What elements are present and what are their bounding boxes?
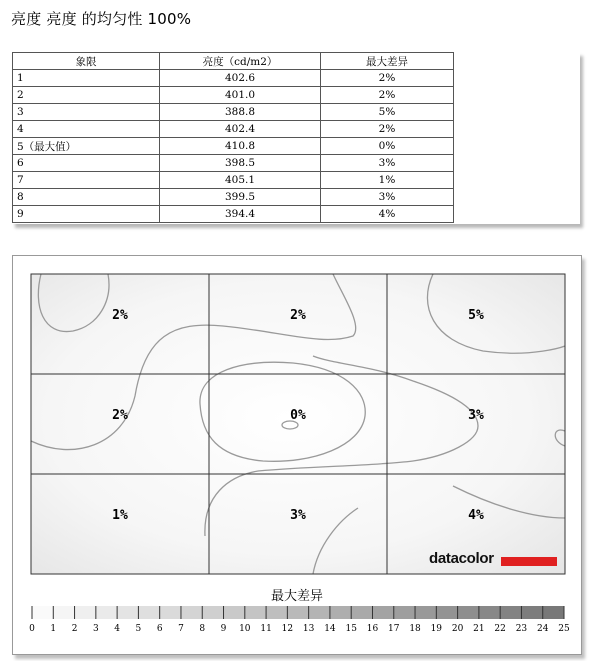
zone-cell: 7 — [13, 172, 160, 189]
table-panel — [12, 52, 580, 224]
legend-swatch-23 — [521, 606, 542, 619]
legend-swatch-13 — [309, 606, 330, 619]
legend-tick-label-7: 7 — [178, 624, 184, 634]
legend-tick-label-18: 18 — [409, 624, 421, 634]
header-max-deviation: 最大差异 — [321, 53, 454, 70]
legend-tick-label-22: 22 — [494, 624, 506, 634]
table-side-area — [455, 52, 580, 224]
deviation-cell: 4% — [321, 206, 454, 223]
header-zone: 象限 — [13, 53, 160, 70]
legend-swatch-22 — [500, 606, 521, 619]
luminance-cell: 388.8 — [160, 104, 321, 121]
zone-label-7: 1% — [112, 508, 128, 523]
table-row — [13, 70, 454, 87]
legend-tick-label-24: 24 — [536, 624, 549, 634]
table-row — [13, 206, 454, 223]
legend-scale — [29, 606, 570, 634]
legend-swatch-19 — [436, 606, 457, 619]
table-row — [13, 189, 454, 206]
luminance-cell: 402.6 — [160, 70, 321, 87]
legend-tick-label-19: 19 — [430, 624, 443, 634]
table-row — [13, 138, 454, 155]
table-row — [13, 155, 454, 172]
table-row — [13, 121, 454, 138]
deviation-cell: 2% — [321, 87, 454, 104]
zone-label-5: 0% — [290, 408, 306, 423]
legend-swatch-9 — [224, 606, 245, 619]
luminance-cell: 399.5 — [160, 189, 321, 206]
legend-swatch-11 — [266, 606, 287, 619]
legend-swatch-7 — [181, 606, 202, 619]
zone-label-1: 2% — [112, 308, 128, 323]
zone-cell: 4 — [13, 121, 160, 138]
header-luminance: 亮度（cd/m2） — [160, 53, 321, 70]
legend-tick-label-25: 25 — [558, 624, 570, 634]
zone-cell: 8 — [13, 189, 160, 206]
luminance-cell: 401.0 — [160, 87, 321, 104]
deviation-cell: 5% — [321, 104, 454, 121]
zone-label-6: 3% — [468, 408, 484, 423]
legend-swatch-18 — [415, 606, 436, 619]
luminance-cell: 402.4 — [160, 121, 321, 138]
deviation-cell: 3% — [321, 155, 454, 172]
legend-tick-label-10: 10 — [239, 624, 251, 634]
deviation-cell: 2% — [321, 121, 454, 138]
plot-area — [31, 274, 565, 574]
legend-tick-label-6: 6 — [156, 624, 163, 634]
legend-swatch-6 — [160, 606, 181, 619]
legend-swatch-17 — [394, 606, 415, 619]
zone-label-9: 4% — [468, 508, 484, 523]
legend-swatch-10 — [245, 606, 266, 619]
legend-tick-label-0: 0 — [29, 624, 35, 634]
zone-cell: 5（最大值） — [13, 138, 160, 155]
luminance-cell: 405.1 — [160, 172, 321, 189]
legend-swatch-16 — [372, 606, 393, 619]
legend-tick-label-12: 12 — [281, 624, 294, 634]
zone-cell: 1 — [13, 70, 160, 87]
table-row — [13, 172, 454, 189]
deviation-cell: 2% — [321, 70, 454, 87]
legend-tick-label-16: 16 — [366, 624, 379, 634]
luminance-cell: 398.5 — [160, 155, 321, 172]
legend-tick-label-13: 13 — [302, 624, 315, 634]
legend-tick-label-23: 23 — [515, 624, 528, 634]
deviation-cell: 0% — [321, 138, 454, 155]
legend-swatch-20 — [458, 606, 479, 619]
legend-swatch-15 — [351, 606, 372, 619]
zone-label-2: 2% — [290, 308, 306, 323]
legend-swatch-14 — [330, 606, 351, 619]
zone-label-4: 2% — [112, 408, 128, 423]
uniformity-chart-panel — [12, 255, 582, 655]
legend-tick-label-20: 20 — [451, 624, 464, 634]
legend-tick-label-15: 15 — [345, 624, 357, 634]
page-title: 亮度 亮度 的均匀性 100% — [11, 10, 192, 28]
legend-swatch-4 — [117, 606, 138, 619]
legend-tick-label-11: 11 — [260, 624, 272, 634]
luminance-cell: 410.8 — [160, 138, 321, 155]
legend-tick-label-8: 8 — [199, 624, 206, 634]
legend-swatch-3 — [96, 606, 117, 619]
deviation-cell: 3% — [321, 189, 454, 206]
zone-label-8: 3% — [290, 508, 306, 523]
legend-tick-label-14: 14 — [324, 624, 336, 634]
zone-cell: 3 — [13, 104, 160, 121]
legend-tick-label-1: 1 — [50, 624, 57, 634]
legend-tick-label-5: 5 — [135, 624, 142, 634]
legend-swatch-2 — [75, 606, 96, 619]
legend-swatch-8 — [202, 606, 223, 619]
legend-swatch-24 — [543, 606, 564, 619]
legend-swatch-0 — [32, 606, 53, 619]
legend-tick-label-2: 2 — [71, 624, 78, 634]
legend-swatch-21 — [479, 606, 500, 619]
zone-label-3: 5% — [468, 308, 484, 323]
legend-tick-label-4: 4 — [114, 624, 120, 634]
table-row — [13, 104, 454, 121]
legend-tick-label-17: 17 — [388, 624, 400, 634]
datacolor-logo-bar — [501, 557, 557, 566]
table-header-row — [13, 53, 454, 70]
deviation-cell: 1% — [321, 172, 454, 189]
legend-swatch-5 — [138, 606, 159, 619]
datacolor-logo: datacolor — [429, 550, 494, 567]
uniformity-table — [12, 52, 454, 223]
legend-tick-label-3: 3 — [92, 624, 99, 634]
legend-swatch-12 — [287, 606, 308, 619]
luminance-cell: 394.4 — [160, 206, 321, 223]
legend-title: 最大差异 — [270, 589, 323, 604]
zone-cell: 6 — [13, 155, 160, 172]
zone-cell: 2 — [13, 87, 160, 104]
legend-tick-label-9: 9 — [220, 624, 227, 634]
table-row — [13, 87, 454, 104]
legend-swatch-1 — [53, 606, 74, 619]
zone-cell: 9 — [13, 206, 160, 223]
legend-tick-label-21: 21 — [473, 624, 485, 634]
